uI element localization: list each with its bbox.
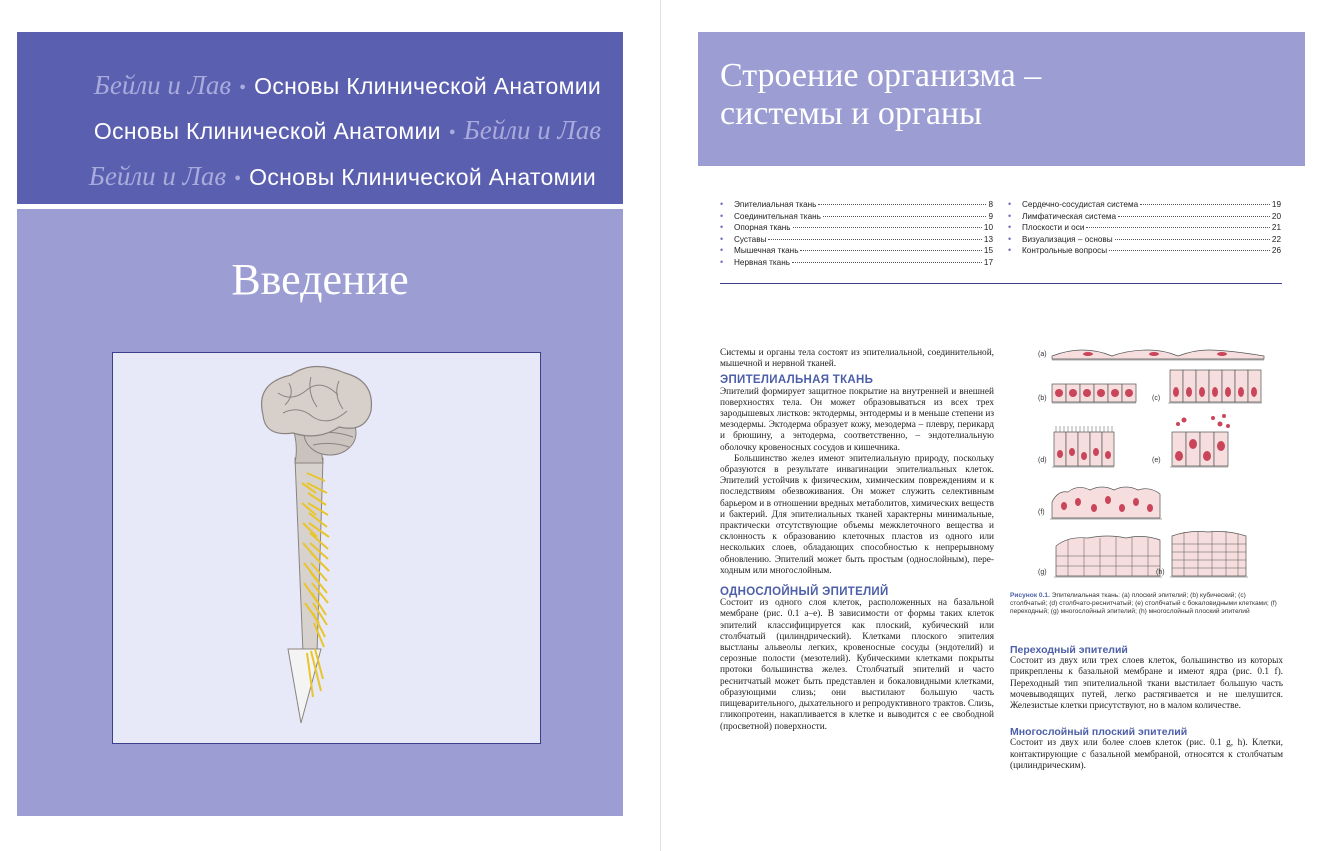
bullet-icon: • bbox=[234, 168, 242, 190]
bullet-icon: • bbox=[1008, 222, 1012, 232]
banner-authors: Бейли и Лав bbox=[88, 161, 227, 191]
brain-spinal-cord-illustration bbox=[113, 353, 540, 743]
paragraph: Состоит из двух или трех слоев клеток, большинство из которых прикреплены к базальной мембране и имеют ядра (рис. 0.1 f). Переходный тип эпителиальной ткани выстилает большую часть мочевыводящих путей, легко растягивается и не шелушится. Железистые клетки присутствуют, но в малом количестве. bbox=[1010, 656, 1283, 712]
chapter-title: Введение bbox=[231, 255, 409, 304]
figure-label: (a) bbox=[1038, 351, 1047, 358]
paragraph: Большинство желез имеют эпителиальную природу, поскольку образуются в результате инвагинации эпителиальных клеток. Эпителий устойчив к физическим, химическим повреждениям и к последствиям обезвоживания. Он может служить селективным барьером и в отношении вредных метаболитов, химических веществ и бактерий. Для эпителиальных тканей характерны минимальные, практически отсутствующие объемы межклеточного вещества и склонность к образованию клеточных пластов из одного или нескольких слоев, обладающих способностью к непрерывному обновлению. Эпителий может быть простым (однослойным), переходным или многослойным. bbox=[720, 453, 994, 576]
text-column-right bbox=[1010, 645, 1283, 772]
figure-label: (c) bbox=[1152, 395, 1161, 402]
banner-row-1 bbox=[17, 70, 623, 101]
divider bbox=[720, 283, 1282, 284]
bullet-icon: • bbox=[720, 233, 724, 244]
banner-book-title: Основы Клинической Анатомии bbox=[249, 164, 596, 190]
toc-item[interactable]: • Лимфатическая система 20 bbox=[1008, 210, 1281, 221]
toc-item[interactable]: • Эпителиальная ткань 8 bbox=[720, 199, 993, 209]
toc-item[interactable]: • Соединительная ткань 9 bbox=[720, 210, 993, 221]
bullet-icon: • bbox=[720, 245, 724, 255]
cover-banner bbox=[17, 32, 623, 204]
section-heading-epithelial: ЭПИТЕЛИАЛЬНАЯ ТКАНЬ bbox=[720, 374, 874, 387]
toc-item[interactable]: • Сердечно-сосудистая система 19 bbox=[1008, 199, 1281, 209]
figure-caption bbox=[1010, 592, 1282, 617]
toc-item[interactable]: • Опорная ткань 10 bbox=[720, 222, 993, 232]
toc-item[interactable]: • Мышечная ткань 15 bbox=[720, 245, 993, 255]
banner-row-2 bbox=[17, 115, 623, 146]
chapter-heading-line-2: системы и органы bbox=[720, 95, 982, 132]
toc-item[interactable]: • Суставы 13 bbox=[720, 233, 993, 244]
bullet-icon: • bbox=[720, 256, 724, 267]
bullet-icon: • bbox=[1008, 210, 1012, 221]
bullet-icon: • bbox=[448, 122, 456, 144]
toc-right bbox=[1008, 199, 1281, 257]
toc-item[interactable]: • Плоскости и оси 21 bbox=[1008, 222, 1281, 232]
bullet-icon: • bbox=[239, 77, 247, 99]
figure-label: (f) bbox=[1038, 509, 1045, 516]
bullet-icon: • bbox=[720, 210, 724, 221]
paragraph: Состоит из одного слоя клеток, расположенных на базальной мембране (рис. 0.1 a–e). В зависимости от формы таких клеток эпителий классифицируется как плоский, кубический или столбчатый (цилиндрический). Клетками плоского эпителия выстланы альвеолы легких, кровеносные сосуды (эндотелий) и серозные полости (мезотелий). Кубическими клетками покрыты протоки большинства желез. Столбчатый эпителий и часто реснитчатый может быть представлен и бокаловидными клетками, образующими слизь; они выстилают большую часть пищеварительного, дыхательного и репродуктивного трактов. Слизь, гликопротеин, накапливается в клетке и выводится с ее свободной (просветной) поверхности. bbox=[720, 598, 994, 732]
chapter-heading bbox=[720, 57, 1280, 133]
caption-text: Эпителиальная ткань: (a) плоский эпителий; (b) кубический; (c) столбчатый; (d) столбчато-реснитчатый; (e) столбчатый с бокаловидными клетками; (f) переходный; (g) многослойный эпителий; (h) многослойный плоский эпителий bbox=[1010, 592, 1277, 616]
banner-authors: Бейли и Лав bbox=[463, 115, 601, 145]
banner-book-title: Основы Клинической Анатомии bbox=[93, 118, 441, 144]
toc-left bbox=[720, 199, 993, 268]
paragraph: Эпителий формирует защитное покрытие на внутренней и внешней поверхностях тела. Он может образовываться из всех трех зародышевых листков: эктодермы, энтодермы и в меньше степени из мезодермы. Эктодерма образует кожу, мезодерма – плевру, перикард и брюшину, а энтодерма, соответственно, – эндотелиальную оболочку кровеносных сосудов и кишечника. bbox=[720, 386, 994, 453]
banner-book-title: Основы Клинической Анатомии bbox=[254, 73, 601, 99]
figure-label: (b) bbox=[1038, 395, 1047, 402]
toc-item[interactable]: • Визуализация – основы 22 bbox=[1008, 233, 1281, 244]
figure-label: (g) bbox=[1038, 569, 1047, 576]
figure-label: (d) bbox=[1038, 457, 1047, 464]
caption-label: Рисунок 0.1. bbox=[1010, 592, 1050, 599]
bullet-icon: • bbox=[720, 199, 724, 209]
bullet-icon: • bbox=[1008, 199, 1012, 209]
bullet-icon: • bbox=[1008, 245, 1012, 255]
section-heading-simple: ОДНОСЛОЙНЫЙ ЭПИТЕЛИЙ bbox=[720, 586, 889, 599]
section-heading-stratified: Многослойный плоский эпителий bbox=[1010, 726, 1188, 739]
epithelium-diagram bbox=[1008, 340, 1286, 590]
figure-label: (e) bbox=[1152, 457, 1161, 464]
banner-row-3 bbox=[17, 161, 623, 192]
toc-item[interactable]: • Контрольные вопросы 26 bbox=[1008, 245, 1281, 255]
chapter-heading-line-1: Строение организма – bbox=[720, 57, 1042, 94]
toc-item[interactable]: • Нервная ткань 17 bbox=[720, 256, 993, 267]
figure-label: (h) bbox=[1156, 569, 1165, 576]
bullet-icon: • bbox=[1008, 233, 1012, 244]
illustration-frame bbox=[112, 352, 541, 744]
intro-paragraph: Системы и органы тела состоят из эпителиальной, соединительной, мышечной и нервной тканей. bbox=[720, 348, 994, 370]
text-column-left bbox=[720, 348, 994, 733]
banner-authors: Бейли и Лав bbox=[93, 70, 232, 100]
bullet-icon: • bbox=[720, 222, 724, 232]
page-gutter bbox=[660, 0, 661, 851]
paragraph: Состоит из двух или более слоев клеток (рис. 0.1 g, h). Клетки, контактирующие с базальной мембраной, относятся к столбчатым (цилиндрическим). bbox=[1010, 738, 1283, 771]
section-heading-transitional: Переходный эпителий bbox=[1010, 644, 1128, 656]
figure-0-1 bbox=[1008, 340, 1286, 590]
